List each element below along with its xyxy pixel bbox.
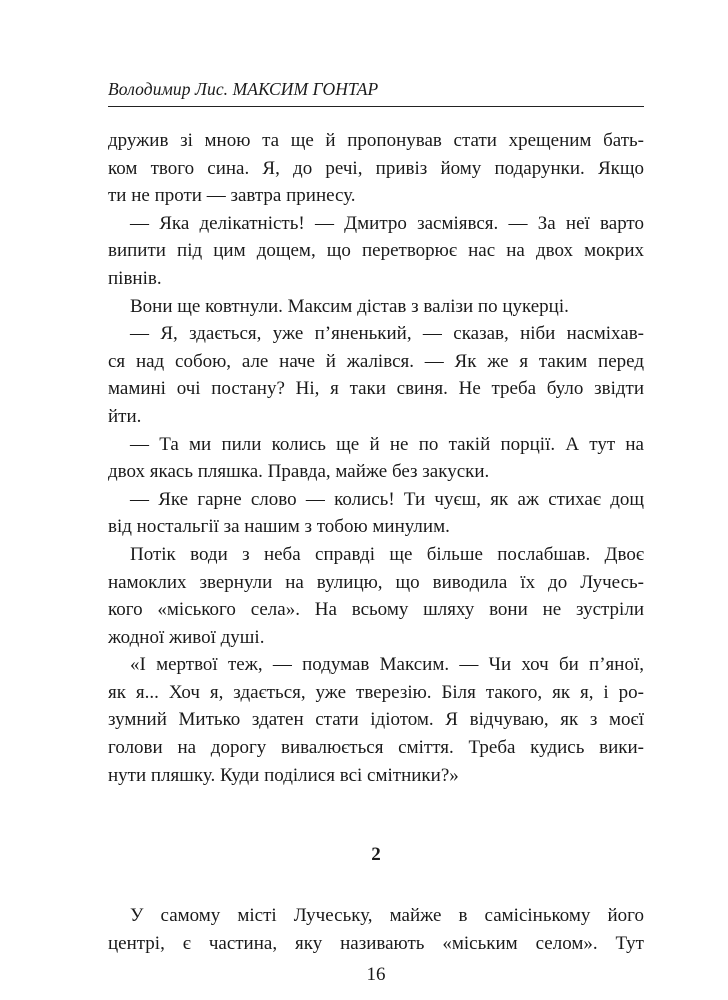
text-line: — Яке гарне слово — колись! Ти чуєш, як аж стихає дощ (130, 488, 644, 510)
section-text (108, 902, 644, 957)
text-line: нути пляшку. Куди поділися всі смітники?» (108, 764, 459, 786)
text-line: мамині очі постану? Ні, я таки свиня. Не треба було звідти (108, 378, 644, 400)
text-line: кого «міського села». На всьому шляху вони не зустріли (108, 599, 644, 621)
text-line: двох якась пляшка. Правда, майже без закуски. (108, 461, 490, 483)
main-text (108, 127, 644, 789)
text-line: Вони ще ковтнули. Максим дістав з валізи по цукерці. (130, 295, 569, 317)
section-number: 2 (371, 844, 381, 865)
text-line: голови на дорогу вивалюється сміття. Треба кудись вики- (108, 737, 644, 759)
text-line: випити під цим дощем, що перетворює нас на двох мокрих (108, 240, 644, 262)
text-line: півнів. (108, 267, 162, 289)
text-line: ся над собою, але наче й жалівся. — Як же я таким перед (108, 350, 644, 372)
text-line: — Яка делікатність! — Дмитро засміявся. — За неї варто (130, 212, 644, 234)
page-number: 16 (366, 964, 386, 985)
text-line: зумний Митько здатен стати ідіотом. Я відчуваю, як з моєї (108, 709, 644, 731)
header-rule (108, 106, 644, 107)
text-line: намоклих звернули на вулицю, що виводила їх до Лучесь- (108, 571, 644, 593)
text-line: центрі, є частина, яку називають «міським селом». Тут (108, 932, 644, 954)
text-line: як я... Хоч я, здається, уже тверезію. Біля такого, як я, і ро- (108, 681, 644, 703)
text-line: жодної живої душі. (108, 626, 265, 648)
running-header: Володимир Лис. МАКСИМ ГОНТАР (108, 79, 379, 99)
text-line: Потік води з неба справді ще більше послабшав. Двоє (130, 543, 644, 565)
text-line: ти не проти — завтра принесу. (108, 185, 356, 207)
text-line: — Та ми пили колись ще й не по такій порції. А тут на (130, 433, 644, 455)
text-line: «І мертвої теж, — подумав Максим. — Чи хоч би п’яної, (130, 654, 644, 676)
text-line: від ностальгії за нашим з тобою минулим. (108, 516, 450, 538)
text-line: У самому місті Лучеську, майже в самісінькому його (130, 905, 644, 926)
text-line: йти. (108, 405, 142, 427)
text-line: ком твого сина. Я, до речі, привіз йому подарунки. Якщо (108, 157, 644, 179)
text-line: — Я, здається, уже п’яненький, — сказав, ніби насміхав- (130, 323, 644, 345)
text-line: дружив зі мною та ще й пропонував стати хрещеним бать- (108, 130, 644, 151)
